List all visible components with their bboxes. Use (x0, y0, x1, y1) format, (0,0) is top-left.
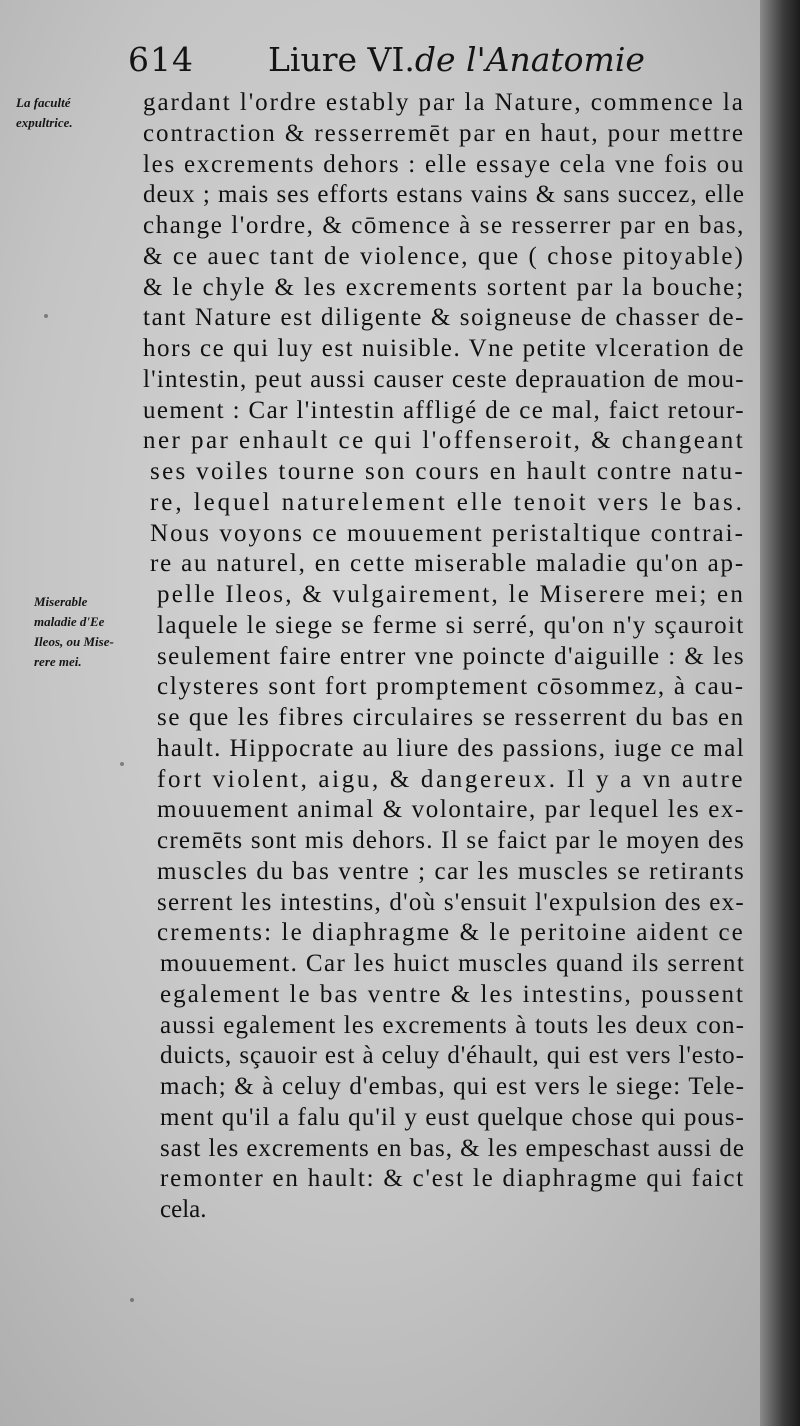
text-line: seulement faire entrer vne poincte d'aiguille : & les (157, 642, 746, 670)
text-line: laquele le siege se ferme si serré, qu'on n'y sçauroit (157, 611, 745, 639)
text-line: sast les excrements en bas, & les empeschast aussi de (160, 1134, 745, 1162)
ink-speck (130, 1298, 134, 1302)
ink-speck (44, 314, 48, 318)
margin-note-line: maladie d'Ee (34, 614, 105, 629)
margin-note-line: expultrice. (16, 115, 73, 130)
text-line: mach; & à celuy d'embas, qui est vers le siege: Tele- (160, 1073, 746, 1100)
text-line: pelle Ileos, & vulgairement, le Miserere mei; en (157, 581, 746, 608)
text-line: deux ; mais ses efforts estans vains & sans succez, elle (143, 181, 745, 209)
text-line: crements: le diaphragme & le peritoine aident ce (157, 919, 745, 947)
text-line: tant Nature est diligente & soigneuse de chasser de- (143, 304, 746, 332)
ink-speck (120, 762, 124, 766)
text-line: fort violent, aigu, & dangereux. Il y a vn autre (157, 765, 746, 793)
text-line: ment qu'il a falu qu'il y eust quelque chose qui pous- (160, 1103, 745, 1131)
text-line: re au naturel, en cette miserable maladie qu'on ap- (150, 550, 746, 578)
text-line: duicts, sçauoir est à celuy d'éhault, qui est vers l'esto- (160, 1042, 745, 1070)
text-line: ses voiles tourne son cours en hault contre natu- (150, 458, 746, 485)
running-title-roman: Liure VI. (268, 40, 415, 79)
text-line: change l'ordre, & cōmence à se resserrer par en bas, (143, 212, 746, 239)
text-line: re, lequel naturelement elle tenoit vers le bas. (150, 488, 745, 516)
text-line: muscles du bas ventre ; car les muscles se retirants (157, 857, 746, 885)
text-line: ner par enhault ce qui l'offenseroit, & changeant (143, 427, 746, 455)
text-line: & ce auec tant de violence, que ( chose pitoyable) (143, 242, 745, 270)
margin-note-faculte-expultrice (16, 93, 131, 133)
margin-note-line: La faculté (16, 95, 71, 110)
text-line: contraction & resserremēt par en haut, pour mettre (143, 119, 745, 147)
running-title (268, 40, 645, 79)
text-line: remonter en hault: & c'est le diaphragme qui faict (160, 1165, 745, 1193)
text-line: gardant l'ordre estably par la Nature, commence la (143, 89, 745, 116)
page-number: 614 (128, 40, 194, 79)
text-line: uement : Car l'intestin affligé de ce mal, faict retour- (143, 396, 746, 424)
page-edge-shadow (760, 0, 800, 1426)
text-line: serrent les intestins, d'où s'ensuit l'expulsion des ex- (157, 888, 745, 916)
text-line: Nous voyons ce mouuement peristaltique contrai- (150, 519, 746, 547)
running-title-italic: de l'Anatomie (414, 40, 645, 79)
text-line: mouuement animal & volontaire, par lequel les ex- (157, 796, 745, 824)
margin-note-line: Miserable (34, 594, 88, 609)
page-header (128, 40, 648, 90)
text-line: egalement le bas ventre & les intestins, poussent (160, 980, 746, 1008)
text-line: cela. (160, 1196, 207, 1223)
text-line: mouuement. Car les huict muscles quand ils serrent (160, 950, 746, 977)
text-line: se que les fibres circulaires se resserrent du bas en (157, 704, 745, 731)
text-line: l'intestin, peut aussi causer ceste deprauation de mou- (143, 365, 745, 393)
text-line: cremēts sont mis dehors. Il se faict par le moyen des (157, 827, 745, 854)
text-line: les excrements dehors : elle essaye cela vne fois ou (143, 150, 746, 178)
margin-note-ileos (34, 592, 159, 672)
text-line: & le chyle & les excrements sortent par la bouche; (143, 273, 746, 301)
text-line: aussi egalement les excrements à touts les deux con- (160, 1011, 746, 1039)
margin-note-line: rere mei. (34, 654, 82, 669)
margin-note-line: Ileos, ou Mise- (34, 634, 114, 649)
text-line: clysteres sont fort promptement cōsommez, à cau- (157, 673, 745, 701)
text-line: hors ce qui luy est nuisible. Vne petite vlceration de (143, 335, 746, 362)
text-line: hault. Hippocrate au liure des passions, iuge ce mal (157, 734, 746, 762)
